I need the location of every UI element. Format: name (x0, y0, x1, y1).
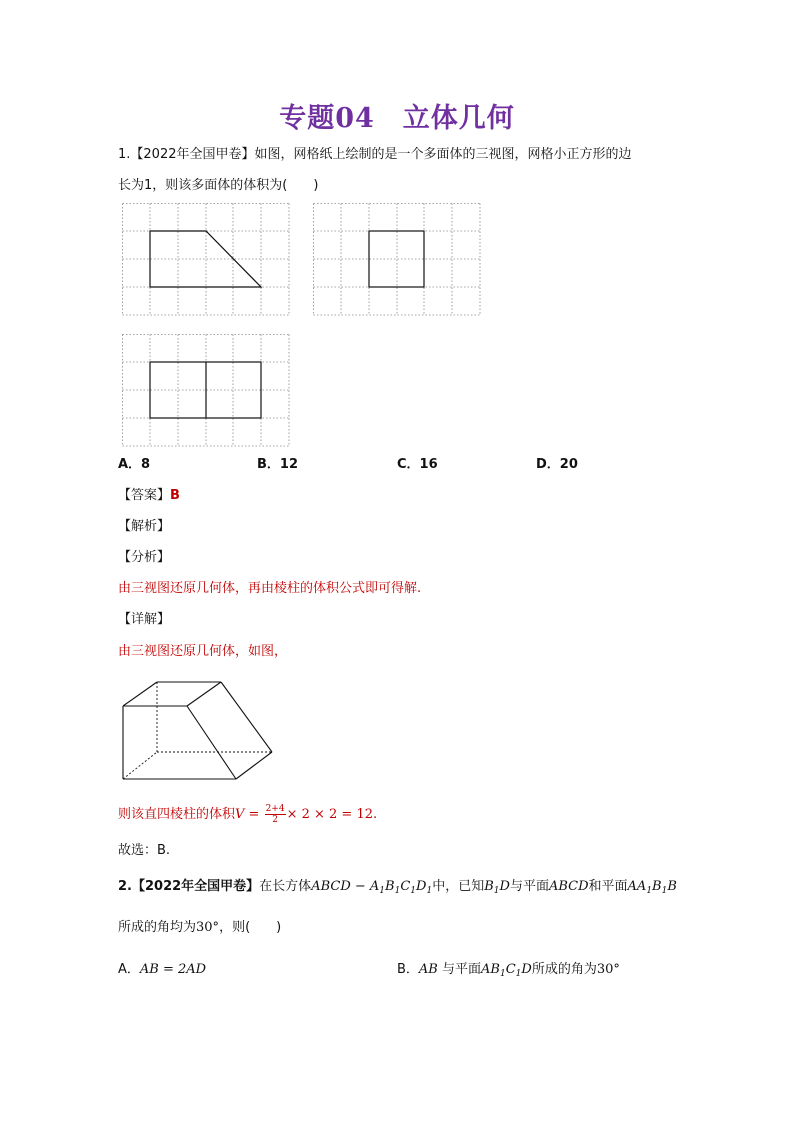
q1-option-c: C．16 (397, 457, 438, 472)
q2-option-b-math-1: AB (418, 962, 438, 977)
q2-text-4: 和平面 (588, 879, 628, 894)
q2-option-b (397, 961, 620, 979)
q2-option-b-text-1: 与平面 (442, 962, 482, 977)
q2-math-4b: B (652, 879, 662, 894)
q2-option-b-text-2: 所成的角为 (531, 962, 597, 977)
fenxi-tag: 【分析】 (118, 550, 171, 565)
answer-line (118, 487, 180, 505)
q2-sub: 1 (379, 886, 386, 896)
q1-stem-text-1: 1.【2022年全国甲卷】如图，网格纸上绘制的是一个多面体的三视图，网格小正方形的边 (118, 147, 632, 162)
volume-fraction (265, 804, 286, 825)
xiangjie-text: 由三视图还原几何体，如图， (118, 644, 288, 659)
q2-option-a-math: AB = 2AD (139, 962, 207, 977)
choose-text: 故选：B. (118, 843, 171, 858)
q2-option-b-math-2c: D (521, 962, 532, 977)
answer-value: B (170, 488, 180, 503)
front-view-figure (122, 203, 290, 316)
q2-sub: 1 (426, 886, 433, 896)
q2-source: 【2022年全国甲卷】 (131, 879, 260, 894)
q2-math-1c: C (400, 879, 411, 894)
xiangjie-tag: 【详解】 (118, 612, 171, 627)
q2-sub: 1 (646, 886, 653, 896)
answer-tag: 【答案】 (118, 488, 171, 503)
top-view-figure (122, 334, 290, 447)
fraction-numerator: 2+4 (265, 804, 285, 814)
q2-stem-line2 (118, 919, 281, 937)
q2-stem-line1 (118, 878, 677, 896)
q2-sub: 1 (394, 886, 401, 896)
trapezoid-outline (150, 231, 261, 287)
q2-sub: 1 (515, 969, 522, 979)
q1-option-a: A．8 (118, 457, 151, 472)
q2-math-1d: D (416, 879, 427, 894)
q2-sub: 1 (499, 969, 506, 979)
q2-math-4a: AA (627, 879, 647, 894)
q2-text-2: 中，已知 (432, 879, 485, 894)
q2-option-b-angle: 30° (596, 962, 620, 977)
q2-angle: 30° (196, 920, 220, 935)
q2-math-2b: D (499, 879, 510, 894)
q2-option-a (118, 961, 206, 979)
q2-text-6: ，则( ) (219, 920, 282, 935)
q2-text-3: 与平面 (509, 879, 549, 894)
q2-option-b-math-2a: AB (481, 962, 500, 977)
q2-math-4c: B (667, 879, 677, 894)
q2-sub: 1 (661, 886, 668, 896)
q2-text-1: 在长方体 (259, 879, 312, 894)
volume-variable: V = (235, 807, 260, 822)
side-view-figure (313, 203, 481, 316)
page-title: 专题04 立体几何 (279, 103, 515, 134)
choose-line (118, 842, 170, 860)
q2-option-b-label: B． (397, 962, 419, 977)
fenxi-text: 由三视图还原几何体，再由棱柱的体积公式即可得解. (118, 581, 422, 596)
q2-number: 2. (118, 879, 132, 894)
prism-figure (118, 676, 278, 784)
q1-option-b: B．12 (257, 457, 298, 472)
q1-stem-line2: 长为1，则该多面体的体积为( ) (118, 178, 319, 193)
volume-prefix: 则该直四棱柱的体积 (118, 807, 236, 822)
q1-stem-line1 (118, 146, 632, 164)
q2-math-2a: B (484, 879, 494, 894)
q2-math-3: ABCD (548, 879, 589, 894)
q2-option-a-label: A． (118, 962, 140, 977)
volume-rest: × 2 × 2 = 12. (286, 807, 378, 822)
q2-math-1: ABCD − A (311, 879, 380, 894)
q2-math-1b: B (385, 879, 395, 894)
q2-sub: 1 (493, 886, 500, 896)
fraction-denominator: 2 (272, 815, 278, 825)
q2-option-b-math-2b: C (505, 962, 516, 977)
volume-formula (118, 804, 377, 825)
jiexi-tag: 【解析】 (118, 519, 171, 534)
q2-sub: 1 (410, 886, 417, 896)
q1-option-d: D．20 (536, 457, 578, 472)
q2-text-5: 所成的角均为 (118, 920, 197, 935)
